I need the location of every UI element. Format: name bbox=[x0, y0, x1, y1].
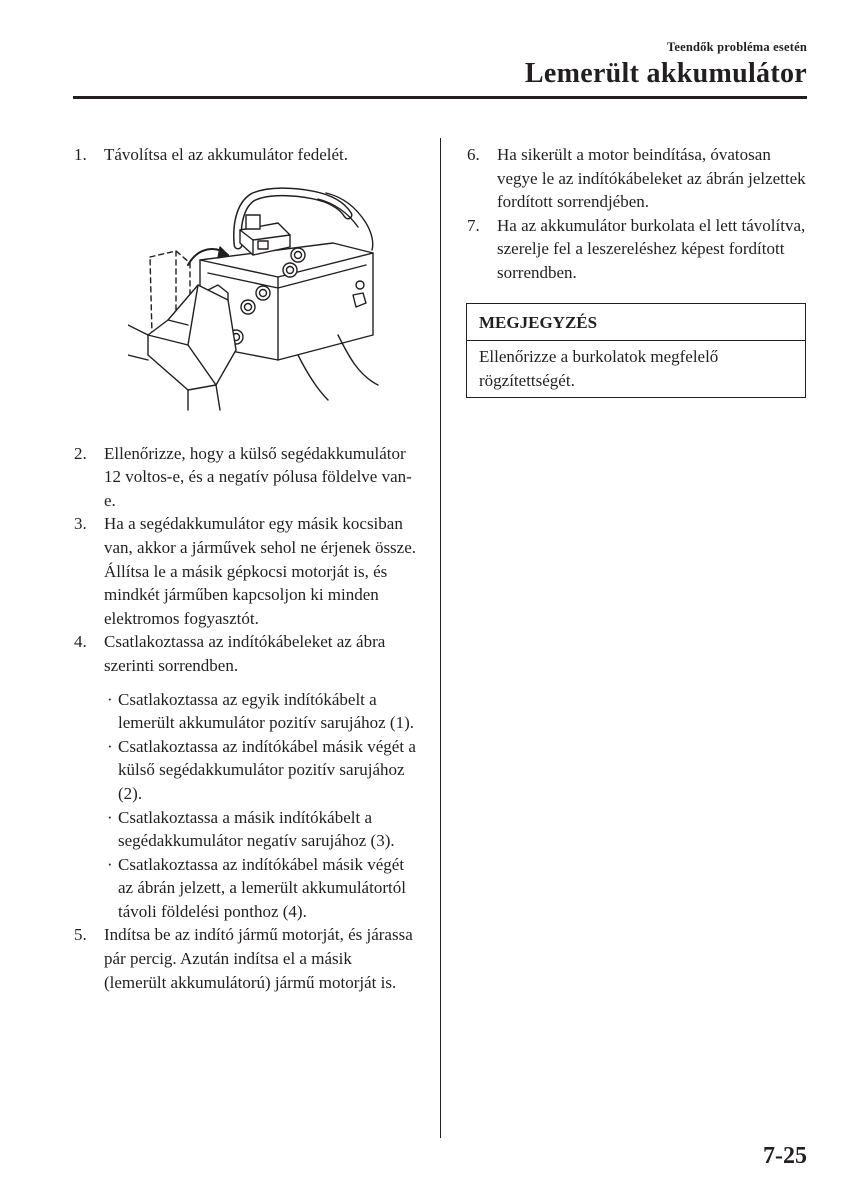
list-item bbox=[103, 688, 418, 735]
step-number: 1. bbox=[74, 145, 87, 164]
connection-bullet-list bbox=[103, 688, 418, 924]
note-title: MEGJEGYZÉS bbox=[467, 304, 805, 342]
step-number: 6. bbox=[467, 145, 480, 164]
step-text: Csatlakoztassa az indítókábeleket az ábra szerinti sorrendben. bbox=[104, 632, 386, 675]
bullet-dot: · bbox=[107, 854, 113, 874]
bullet-dot: · bbox=[107, 736, 113, 756]
page-title: Lemerült akkumulátor bbox=[524, 58, 807, 89]
step-number: 2. bbox=[74, 443, 87, 463]
step-4 bbox=[73, 630, 418, 677]
right-column bbox=[466, 143, 811, 398]
column-divider bbox=[440, 138, 441, 1138]
step-2 bbox=[73, 442, 418, 513]
note-body: Ellenőrizze a burkolatok megfelelő rögzítettségét. bbox=[479, 347, 719, 390]
list-item bbox=[103, 853, 418, 924]
step-6 bbox=[466, 143, 811, 214]
step-number: 5. bbox=[74, 925, 87, 945]
list-item bbox=[103, 735, 418, 806]
step-text: Ha az akkumulátor burkolata el lett távolítva, szerelje fel a leszereléshez képest fordított sorrendben. bbox=[497, 215, 806, 282]
bullet-dot: · bbox=[107, 807, 113, 827]
bullet-dot: · bbox=[107, 689, 113, 709]
step-1 bbox=[73, 143, 418, 167]
bullet-text: Csatlakoztassa a másik indítókábelt a segédakkumulátor negatív sarujához (3). bbox=[118, 807, 395, 851]
note-box bbox=[466, 303, 806, 399]
step-number: 3. bbox=[74, 514, 87, 534]
battery-cover-removal-illustration bbox=[128, 185, 384, 415]
bullet-text: Csatlakoztassa az indítókábel másik végét az ábrán jelzett, a lemerült akkumulátortól távoli földelési ponthoz (4). bbox=[118, 854, 406, 921]
step-number: 4. bbox=[74, 632, 87, 652]
bullet-text: Csatlakoztassa az indítókábel másik végét a külső segédakkumulátor pozitív sarujához (2). bbox=[118, 736, 416, 803]
step-text: Ellenőrizze, hogy a külső segédakkumulátor 12 voltos-e, és a negatív pólusa földelve van-e. bbox=[104, 443, 412, 510]
step-text: Indítsa be az indító jármű motorját, és járassa pár percig. Azután indítsa el a másik (lemerült akkumulátorú) jármű motorját is. bbox=[104, 925, 413, 992]
step-number: 7. bbox=[467, 215, 480, 235]
step-text: Távolítsa el az akkumulátor fedelét. bbox=[104, 145, 349, 164]
step-text: Ha a segédakkumulátor egy másik kocsiban van, akkor a járművek sehol ne érjenek össze. Állítsa le a másik gépkocsi motorját is, és mindkét járműben kapcsoljon ki minden elektromos fogyasztót. bbox=[104, 514, 417, 628]
list-item bbox=[103, 806, 418, 853]
page-number: 7-25 bbox=[763, 1143, 807, 1169]
section-header: Teendők probléma esetén bbox=[666, 40, 807, 54]
header-rule bbox=[73, 96, 807, 99]
step-text: Ha sikerült a motor beindítása, óvatosan vegye le az indítókábeleket az ábrán jelzettek fordított sorrendjében. bbox=[497, 145, 806, 212]
step-7 bbox=[466, 214, 811, 285]
left-column bbox=[73, 143, 418, 994]
bullet-text: Csatlakoztassa az egyik indítókábelt a lemerült akkumulátor pozitív sarujához (1). bbox=[118, 689, 414, 733]
step-5 bbox=[73, 923, 418, 994]
step-3 bbox=[73, 512, 418, 630]
